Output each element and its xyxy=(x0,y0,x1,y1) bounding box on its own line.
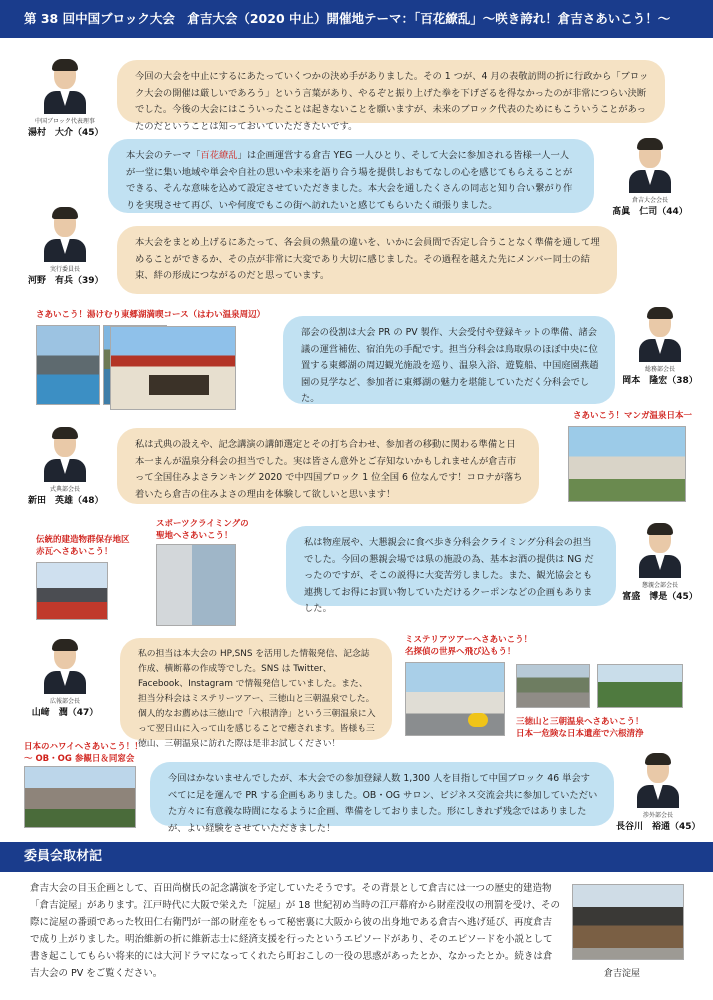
caption-akagawara: 伝統的建造物群保存地区 赤瓦へさあいこう！ xyxy=(36,535,130,557)
person-name: 髙眞 仁司（44） xyxy=(612,207,688,217)
person-6 xyxy=(622,520,698,602)
hawaii-onsen-photo xyxy=(24,766,136,828)
person-role: 実行委員長 xyxy=(49,266,80,273)
caption-mitoku: 三徳山と三朝温泉へさあいこう！ 日本一危険な日本遺産で六根清浄 xyxy=(516,717,644,739)
message-text-pre: 本大会のテーマ「 xyxy=(126,150,201,161)
person-5 xyxy=(28,424,102,506)
avatar xyxy=(624,135,676,193)
message-bubble-6: 私は物産展や、大懇親会に食べ歩き分科会クライミング分科会の担当でした。今回の懇親会場では県の施設の為、基本お酒の提供は NG だったのですが、そこの説得に大変苦労しました。また、観光協会とも連携してお得にお買い物していただけるクーポンなどの企画もありました。 xyxy=(286,526,616,606)
caption-togo: さあいこう！湯けむり東郷湖満喫コース（はわい温泉周辺） xyxy=(36,310,266,320)
yodoya-photo xyxy=(572,884,684,960)
person-name: 富盛 博是（45） xyxy=(622,592,698,602)
person-name: 湯村 大介（45） xyxy=(28,128,104,138)
theme-highlight: 百花繚乱 xyxy=(200,150,238,161)
message-bubble-3: 本大会をまとめ上げるにあたって、各会員の熱量の違いを、いかに会員間で否定し合うことなく準備を通して埋めることができるか、その点が非常に大変であり大切に感じました。その過程を越えた先にメンバー同士の結束、絆の形成につながるのだと思っています。 xyxy=(117,226,617,294)
person-role: 広報部会長 xyxy=(49,698,80,705)
avatar xyxy=(39,204,91,262)
avatar xyxy=(39,424,91,482)
message-bubble-7: 私の担当は本大会の HP,SNS を活用した情報発信、記念誌作成、横断幕の作成等でした。SNS は Twitter、Facebook、Instagram で情報発信していました。また、担当分科会はミステリーツアー、三徳山と三朝温泉でした。個人的なお薦めは三徳山で「六根清浄」という三朝温泉に入って翌日山に入って山を感じることで癒されます。皆様も三徳山、三朝温泉に訪れた際は是非お試しください！ xyxy=(120,638,392,740)
enchoen-garden-photo xyxy=(110,326,236,410)
article-text: 倉吉大会の目玉企画として、百田尚樹氏の記念講演を予定していたそうです。その背景として倉吉には一つの歴史的建造物「倉吉淀屋」があります。江戸時代に大阪で栄えた「淀屋」が 18 世紀初め当時の江戸幕府から財産没収の刑罰を受け、その際に淀屋の番頭であった牧田仁右衛門が一部の財産をもって秘密裏に大阪から彼の出身地である倉吉へ逃げ延び、再度倉吉で成り上がりました。明治維新の折に維新志士に経済支援を行ったというエピソードがあり、そのエピソードを小説として書き起こしてもらい将来的には大河ドラマになってくれたら町おこしの一役の思惑があったとか、なかったとか。続きは倉吉大会の PV をご覧ください。 xyxy=(30,883,560,979)
page-header: 第 38 回中国ブロック大会 倉吉大会（2020 中止）開催地テーマ：「百花繚乱」〜咲き誇れ！倉吉さあいこう！〜 xyxy=(0,0,713,38)
person-role: 中国ブロック代表理事 xyxy=(35,118,95,125)
person-role: 懇親会部会長 xyxy=(641,582,678,589)
avatar xyxy=(634,304,686,362)
yodoya-caption: 倉吉淀屋 xyxy=(604,969,641,979)
caption-hawaii: 日本のハワイへさあいこう！！ 〜 OB・OG 参観日＆同窓会 xyxy=(24,742,143,764)
message-bubble-2 xyxy=(108,139,594,213)
person-role: 式典部会長 xyxy=(49,486,80,493)
avatar xyxy=(39,56,91,114)
person-name: 山﨑 潤（47） xyxy=(31,708,99,718)
person-name: 新田 英雄（48） xyxy=(28,496,104,506)
person-name: 長谷川 裕通（45） xyxy=(616,822,701,832)
togo-lake-photo xyxy=(36,325,100,405)
section-header: 委員会取材記 xyxy=(0,842,713,872)
caption-manga: さあいこう！マンガ温泉日本一 xyxy=(573,411,693,421)
mitoku-onsen-photo xyxy=(516,664,590,708)
message-text-post: 」は企画運営する倉吉 YEG 一人ひとり、そして大会に参加される皆様一人一人が一堂に集い地域や単会や自社の思いや未来を語り合う場を提供しおもてなしの心を感じてもらえることができる、そんな意味を込めて設定させていただきました。本大会を通したくさんの同志と知り合い繋がり作りを実現させて再び、いや何度でもこの街へ訪れたいと感じてもらいたく頑張りました。 xyxy=(126,150,573,211)
message-bubble-8: 今回はかないませんでしたが、本大会での参加登録人数 1,300 人を目指して中国ブロック 46 単会すべてに足を運んで PR する企画もありました。OB・OG サロン、ビジネス交流会共に参加していただいた方々に有意義な時間になるように企画、準備をしておりました。形にしきれず残念ではありましたが、よい経験をさせていただきました！ xyxy=(150,762,614,826)
person-name: 岡本 隆宏（38） xyxy=(622,376,698,386)
yellow-car-shape xyxy=(468,713,488,727)
mitoku-mountain-photo xyxy=(597,664,683,708)
person-2 xyxy=(612,135,688,217)
message-bubble-5: 私は式典の設えや、記念講演の講師選定とその打ち合わせ、参加者の移動に関わる準備と日本一まんが温泉分科会の担当でした。実は皆さん意外とご存知ないかもしれませんが倉吉市って全国住みよさランキング 2020 で中四国ブロック 1 位全国 6 位なんです！コロナが落ち着いたら倉吉の住みよさの理由を体験して欲しいと思います！ xyxy=(117,428,539,504)
person-4 xyxy=(622,304,698,386)
avatar xyxy=(39,636,91,694)
signboard-shape xyxy=(149,375,209,395)
person-role: 倉吉大会会長 xyxy=(631,197,668,204)
avatar xyxy=(632,750,684,808)
person-1 xyxy=(28,56,102,138)
person-8 xyxy=(616,750,700,832)
person-role: 渉外部会長 xyxy=(642,812,673,819)
message-bubble-1: 今回の大会を中止にするにあたっていくつかの決め手がありました。その 1 つが、4 月の表敬訪問の折に行政から「ブロック大会の開催は厳しいであろう」という言葉があり、やるぞと振り上げた拳を下げざるを得なかったのが非常につらい決断でした。今後の大会にはこういったことは起きないことを願いますが、未来のブロック代表のためにもこういうことがあったのだということは知っておいていただきたいです。 xyxy=(117,60,665,123)
climbing-wall-photo xyxy=(156,544,236,626)
person-role: 総務部会長 xyxy=(644,366,675,373)
person-name: 河野 有兵（39） xyxy=(28,276,104,286)
caption-mystery: ミステリアツアーへさあいこう！ 名探偵の世界へ飛び込もう！ xyxy=(405,635,533,657)
message-bubble-4: 部会の役割は大会 PR の PV 製作、大会受付や登録キットの準備、諸会議の運営補佐、宿泊先の手配です。担当分科会は鳥取県のほぼ中央に位置する東郷湖の周辺観光施設を巡り、温泉入浴、遊覧船、中国庭園燕趙園の見学など、参加者に東郷湖の魅力を堪能していただく分科会でした。 xyxy=(283,316,615,404)
person-7 xyxy=(28,636,102,718)
akagawara-photo xyxy=(36,562,108,620)
mystery-tour-photo xyxy=(405,662,505,736)
avatar xyxy=(634,520,686,578)
manga-onsen-photo xyxy=(568,426,686,502)
caption-climbing: スポーツクライミングの 聖地へさあいこう！ xyxy=(156,519,249,541)
person-3 xyxy=(28,204,102,286)
